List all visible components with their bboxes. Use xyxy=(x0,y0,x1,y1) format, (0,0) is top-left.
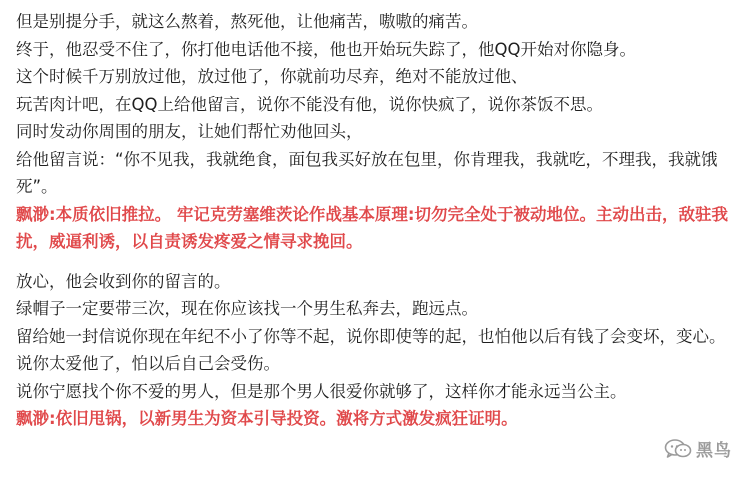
watermark xyxy=(664,436,732,461)
paragraph-line: 绿帽子一定要带三次，现在你应该找一个男生私奔去，跑远点。 xyxy=(16,299,478,318)
paragraph-line: 终于，他忍受不住了，你打他电话他不接，他也开始玩失踪了，他QQ开始对你隐身。 xyxy=(16,39,636,59)
paragraph-line: 说你宁愿找个你不爱的男人，但是那个男人很爱你就够了，这样你才能永远当公主。 xyxy=(16,381,627,401)
article-body xyxy=(16,8,742,433)
commentary-note: 飘渺:依旧甩锅，以新男生为资本引导投资。激将方式激发疯狂证明。 xyxy=(16,409,518,428)
paragraph-line: 玩苦肉计吧，在QQ上给他留言，说你不能没有他，说你快疯了，说你茶饭不思。 xyxy=(16,94,603,114)
paragraph-line: 但是别提分手，就这么熬着，熬死他，让他痛苦，嗷嗷的痛苦。 xyxy=(16,12,478,31)
paragraph-line: 这个时候千万别放过他，放过他了，你就前功尽弃，绝对不能放过他、 xyxy=(16,67,528,86)
paragraph-line: 留给她一封信说你现在年纪不小了你等不起，说你即使等的起，也怕他以后有钱了会变坏，变心。 xyxy=(16,326,726,346)
paragraph-gap xyxy=(16,256,742,268)
paragraph-line: 放心，他会收到你的留言的。 xyxy=(16,271,231,291)
wechat-bubble-icon xyxy=(664,439,692,459)
paragraph-line: 说你太爱他了，怕以后自己会受伤。 xyxy=(16,354,280,373)
paragraph-line: 同时发动你周围的朋友，让她们帮忙劝他回头， xyxy=(16,122,363,141)
paragraph-line: 给他留言说：“你不见我，我就绝食，面包我买好放在包里，你肯理我，我就吃，不理我，我就饿死”。 xyxy=(16,149,718,196)
commentary-note: 飘渺:本质依旧推拉。 牢记克劳塞维茨论作战基本原理:切勿完全处于被动地位。主动出击，敌驻我扰，威逼利诱，以自责诱发疼爱之情寻求挽回。 xyxy=(16,204,728,251)
watermark-label: 黑鸟 xyxy=(696,441,732,461)
